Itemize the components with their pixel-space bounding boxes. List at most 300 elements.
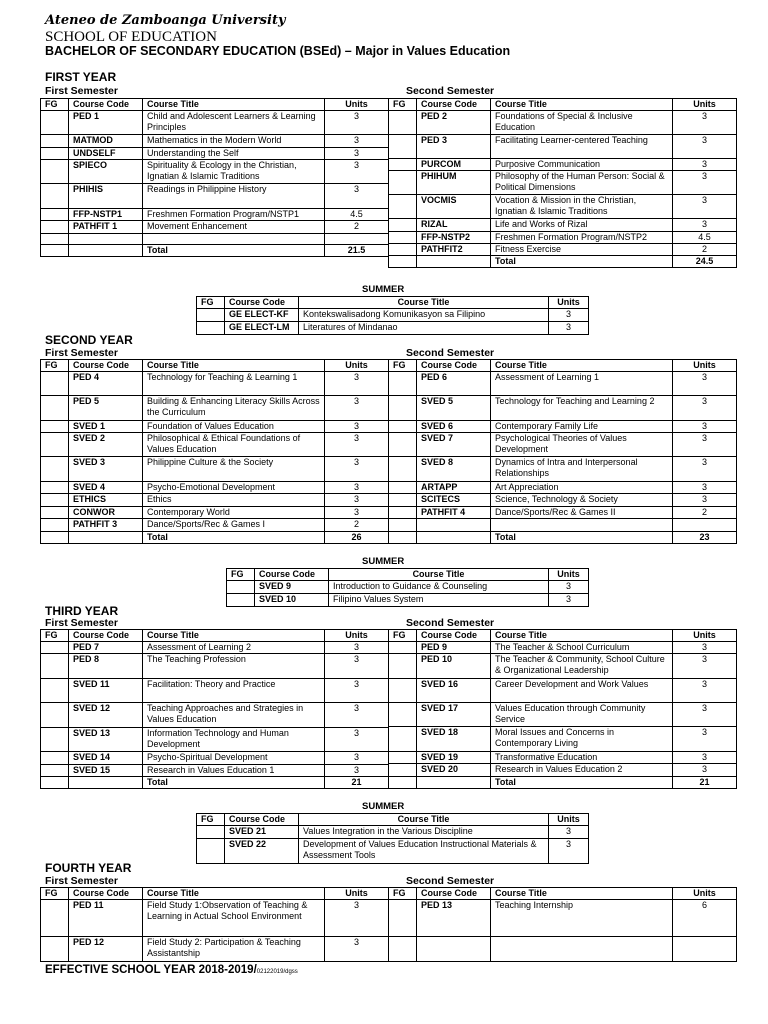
- course-title: [491, 519, 673, 532]
- fg-cell: [389, 232, 417, 244]
- table-row: [389, 494, 737, 507]
- first-semester-table: [40, 887, 389, 962]
- column-header-code: Course Code: [417, 630, 491, 642]
- total-units: 26: [325, 532, 389, 544]
- course-units: 3: [549, 309, 589, 322]
- course-units: 3: [325, 752, 389, 765]
- fg-cell: [41, 532, 69, 544]
- table-row: [41, 519, 389, 532]
- summer-table: [196, 296, 589, 335]
- course-title: Field Study 2: Participation & Teaching Assistantship: [143, 937, 325, 962]
- column-header-units: Units: [673, 888, 737, 900]
- first-semester-table: [40, 629, 389, 789]
- course-code: PATHFIT2: [417, 244, 491, 256]
- fg-cell: [389, 433, 417, 457]
- course-code: GE ELECT-LM: [225, 322, 299, 335]
- course-code: FFP-NSTP2: [417, 232, 491, 244]
- course-units: 3: [325, 728, 389, 752]
- course-code: SVED 11: [69, 679, 143, 703]
- course-code: MATMOD: [69, 135, 143, 148]
- course-title: Psycho-Spiritual Development: [143, 752, 325, 765]
- course-code: SCITECS: [417, 494, 491, 507]
- table-row: [389, 703, 737, 727]
- column-header-code: Course Code: [255, 569, 329, 581]
- course-title: Facilitation: Theory and Practice: [143, 679, 325, 703]
- fg-cell: [389, 195, 417, 219]
- course-code: PED 3: [417, 135, 491, 159]
- column-header-code: Course Code: [417, 360, 491, 372]
- column-header-title: Course Title: [329, 569, 549, 581]
- column-header-code: Course Code: [225, 297, 299, 309]
- course-code: PATHFIT 1: [69, 221, 143, 234]
- table-header-row: [41, 99, 389, 111]
- table-row: [41, 148, 389, 160]
- fg-cell: [389, 494, 417, 507]
- second-semester-table: [388, 887, 737, 962]
- fg-cell: [389, 654, 417, 679]
- table-row: [227, 581, 589, 594]
- fg-cell: [41, 654, 69, 679]
- course-units: 3: [325, 433, 389, 457]
- course-code: SVED 20: [417, 764, 491, 777]
- table-row: [41, 494, 389, 507]
- table-header-row: [389, 99, 737, 111]
- table-header-row: [227, 569, 589, 581]
- table-row: [41, 135, 389, 148]
- column-header-units: Units: [673, 630, 737, 642]
- course-code: PED 2: [417, 111, 491, 135]
- course-units: 3: [325, 160, 389, 184]
- course-title: Assessment of Learning 2: [143, 642, 325, 654]
- fg-cell: [41, 507, 69, 519]
- column-header-fg: FG: [41, 99, 69, 111]
- course-title: Contemporary Family Life: [491, 421, 673, 433]
- table-header-row: [41, 630, 389, 642]
- course-title: Development of Values Education Instructional Materials & Assessment Tools: [299, 839, 549, 864]
- second-semester-table: [388, 98, 737, 268]
- course-title: Technology for Teaching and Learning 2: [491, 396, 673, 421]
- total-units: 21: [673, 777, 737, 789]
- table-row: [389, 135, 737, 159]
- course-code: [417, 532, 491, 544]
- course-code: SVED 13: [69, 728, 143, 752]
- course-units: 2: [673, 244, 737, 256]
- table-row: [41, 777, 389, 789]
- course-title: Moral Issues and Concerns in Contemporary Living: [491, 727, 673, 752]
- course-title: Ethics: [143, 494, 325, 507]
- fg-cell: [389, 244, 417, 256]
- fg-cell: [389, 937, 417, 962]
- course-units: 3: [325, 679, 389, 703]
- school-name: SCHOOL OF EDUCATION: [45, 29, 217, 45]
- course-title: Readings in Philippine History: [143, 184, 325, 209]
- course-title: Philosophical & Ethical Foundations of Values Education: [143, 433, 325, 457]
- fg-cell: [41, 135, 69, 148]
- course-code: SVED 6: [417, 421, 491, 433]
- total-units: 23: [673, 532, 737, 544]
- course-code: SVED 22: [225, 839, 299, 864]
- table-row: [41, 703, 389, 728]
- total-label: Total: [143, 245, 325, 257]
- course-title: Filipino Values System: [329, 594, 549, 607]
- fg-cell: [41, 752, 69, 765]
- course-title: Technology for Teaching & Learning 1: [143, 372, 325, 396]
- table-header-row: [41, 360, 389, 372]
- course-title: Child and Adolescent Learners & Learning Principles: [143, 111, 325, 135]
- table-row: [41, 482, 389, 494]
- course-code: [69, 245, 143, 257]
- table-row: [389, 654, 737, 679]
- column-header-title: Course Title: [143, 360, 325, 372]
- course-title: Facilitating Learner-centered Teaching: [491, 135, 673, 159]
- column-header-code: Course Code: [69, 360, 143, 372]
- course-units: 3: [325, 184, 389, 209]
- course-units: 3: [325, 765, 389, 777]
- table-row: [389, 219, 737, 232]
- column-header-code: Course Code: [69, 888, 143, 900]
- course-code: SVED 7: [417, 433, 491, 457]
- course-title: The Teacher & Community, School Culture & Organizational Leadership: [491, 654, 673, 679]
- course-title: Career Development and Work Values: [491, 679, 673, 703]
- table-row: [389, 457, 737, 482]
- fg-cell: [389, 703, 417, 727]
- table-row: [389, 232, 737, 244]
- fg-cell: [41, 372, 69, 396]
- course-units: 3: [325, 135, 389, 148]
- fg-cell: [389, 159, 417, 171]
- course-title: Foundation of Values Education: [143, 421, 325, 433]
- course-units: 3: [549, 826, 589, 839]
- course-units: 3: [673, 457, 737, 482]
- fg-cell: [389, 219, 417, 232]
- course-units: 3: [673, 679, 737, 703]
- fg-cell: [41, 679, 69, 703]
- fg-cell: [389, 482, 417, 494]
- column-header-title: Course Title: [491, 630, 673, 642]
- fg-cell: [389, 256, 417, 268]
- course-title: Kontekswalisadong Komunikasyon sa Filipino: [299, 309, 549, 322]
- course-code: FFP-NSTP1: [69, 209, 143, 221]
- course-units: 3: [549, 839, 589, 864]
- table-row: [41, 184, 389, 209]
- table-row: [389, 727, 737, 752]
- course-title: Teaching Approaches and Strategies in Values Education: [143, 703, 325, 728]
- fg-cell: [389, 507, 417, 519]
- column-header-units: Units: [325, 99, 389, 111]
- course-code: PATHFIT 4: [417, 507, 491, 519]
- table-row: [41, 532, 389, 544]
- table-row: [389, 482, 737, 494]
- table-row: [41, 642, 389, 654]
- course-code: SVED 19: [417, 752, 491, 764]
- course-units: 3: [325, 900, 389, 937]
- fg-cell: [227, 594, 255, 607]
- course-title: Understanding the Self: [143, 148, 325, 160]
- course-units: 3: [325, 703, 389, 728]
- course-code: [417, 777, 491, 789]
- summer-heading: SUMMER: [362, 556, 405, 567]
- table-row: [227, 594, 589, 607]
- course-code: [417, 256, 491, 268]
- table-row: [389, 421, 737, 433]
- fg-cell: [41, 234, 69, 245]
- column-header-title: Course Title: [299, 814, 549, 826]
- course-units: 3: [549, 581, 589, 594]
- column-header-units: Units: [549, 297, 589, 309]
- course-title: Life and Works of Rizal: [491, 219, 673, 232]
- fg-cell: [41, 937, 69, 962]
- course-title: The Teacher & School Curriculum: [491, 642, 673, 654]
- course-title: Philippine Culture & the Society: [143, 457, 325, 482]
- table-row: [197, 839, 589, 864]
- column-header-units: Units: [549, 814, 589, 826]
- table-row: [389, 937, 737, 962]
- course-code: SVED 21: [225, 826, 299, 839]
- fg-cell: [41, 245, 69, 257]
- course-title: Dance/Sports/Rec & Games II: [491, 507, 673, 519]
- fg-cell: [389, 777, 417, 789]
- column-header-code: Course Code: [417, 888, 491, 900]
- course-units: 3: [673, 219, 737, 232]
- column-header-code: Course Code: [225, 814, 299, 826]
- table-header-row: [389, 630, 737, 642]
- summer-heading: SUMMER: [362, 801, 405, 812]
- course-title: Research in Values Education 2: [491, 764, 673, 777]
- course-units: 2: [325, 221, 389, 234]
- total-units: 24.5: [673, 256, 737, 268]
- course-title: Purposive Communication: [491, 159, 673, 171]
- course-units: 2: [673, 507, 737, 519]
- course-units: 3: [673, 482, 737, 494]
- course-title: Dance/Sports/Rec & Games I: [143, 519, 325, 532]
- table-row: [41, 111, 389, 135]
- fg-cell: [389, 642, 417, 654]
- table-row: [389, 159, 737, 171]
- total-label: Total: [143, 777, 325, 789]
- fg-cell: [41, 765, 69, 777]
- table-row: [41, 209, 389, 221]
- fg-cell: [41, 433, 69, 457]
- course-code: PED 11: [69, 900, 143, 937]
- year-heading: FIRST YEAR: [45, 70, 117, 84]
- year-heading: FOURTH YEAR: [45, 861, 132, 875]
- course-units: 3: [325, 396, 389, 421]
- table-row: [41, 457, 389, 482]
- course-units: 3: [325, 482, 389, 494]
- summer-table: [226, 568, 589, 607]
- table-row: [41, 433, 389, 457]
- fg-cell: [41, 900, 69, 937]
- first-semester-heading: First Semester: [45, 875, 118, 887]
- course-title: Assessment of Learning 1: [491, 372, 673, 396]
- column-header-fg: FG: [41, 630, 69, 642]
- course-code: PED 1: [69, 111, 143, 135]
- column-header-title: Course Title: [491, 360, 673, 372]
- fg-cell: [389, 135, 417, 159]
- table-row: [41, 937, 389, 962]
- table-row: [389, 642, 737, 654]
- course-units: 3: [673, 654, 737, 679]
- fg-cell: [41, 457, 69, 482]
- course-code: PED 4: [69, 372, 143, 396]
- first-semester-table: [40, 359, 389, 544]
- course-title: Teaching Internship: [491, 900, 673, 937]
- table-row: [41, 507, 389, 519]
- course-units: 3: [325, 654, 389, 679]
- course-units: 3: [673, 111, 737, 135]
- course-title: Values Education through Community Service: [491, 703, 673, 727]
- course-units: 3: [325, 642, 389, 654]
- table-row: [389, 195, 737, 219]
- column-header-code: Course Code: [417, 99, 491, 111]
- second-semester-heading: Second Semester: [406, 617, 495, 629]
- course-code: PHIHUM: [417, 171, 491, 195]
- fg-cell: [41, 703, 69, 728]
- course-units: 3: [549, 322, 589, 335]
- course-title: Dynamics of Intra and Interpersonal Relationships: [491, 457, 673, 482]
- course-title: Spirituality & Ecology in the Christian, Ignatian & Islamic Traditions: [143, 160, 325, 184]
- column-header-units: Units: [673, 360, 737, 372]
- summer-heading: SUMMER: [362, 284, 405, 295]
- total-label: Total: [491, 256, 673, 268]
- table-row: [41, 679, 389, 703]
- table-row: [389, 372, 737, 396]
- course-code: SVED 12: [69, 703, 143, 728]
- total-label: Total: [491, 777, 673, 789]
- course-units: 3: [673, 433, 737, 457]
- course-units: 3: [673, 752, 737, 764]
- column-header-units: Units: [325, 888, 389, 900]
- course-title: Freshmen Formation Program/NSTP1: [143, 209, 325, 221]
- course-code: ARTAPP: [417, 482, 491, 494]
- table-row: [41, 221, 389, 234]
- course-code: GE ELECT-KF: [225, 309, 299, 322]
- effective-year-text: EFFECTIVE SCHOOL YEAR 2018-2019/: [45, 964, 257, 976]
- course-title: [143, 234, 325, 245]
- course-title: Science, Technology & Society: [491, 494, 673, 507]
- column-header-units: Units: [673, 99, 737, 111]
- university-name: Ateneo de Zamboanga University: [45, 13, 286, 28]
- table-row: [41, 654, 389, 679]
- course-units: 6: [673, 900, 737, 937]
- course-title: Contemporary World: [143, 507, 325, 519]
- document-reference: 02122019/dgss: [256, 969, 298, 975]
- program-title: BACHELOR OF SECONDARY EDUCATION (BSEd) – Major in Values Education: [45, 44, 511, 58]
- fg-cell: [41, 728, 69, 752]
- course-code: [69, 532, 143, 544]
- course-code: VOCMIS: [417, 195, 491, 219]
- second-semester-heading: Second Semester: [406, 875, 495, 887]
- fg-cell: [389, 372, 417, 396]
- table-header-row: [41, 888, 389, 900]
- first-semester-heading: First Semester: [45, 617, 118, 629]
- course-code: [69, 777, 143, 789]
- column-header-title: Course Title: [143, 99, 325, 111]
- table-row: [389, 532, 737, 544]
- course-code: PHIHIS: [69, 184, 143, 209]
- course-code: PED 13: [417, 900, 491, 937]
- fg-cell: [197, 322, 225, 335]
- course-title: Transformative Education: [491, 752, 673, 764]
- column-header-title: Course Title: [299, 297, 549, 309]
- total-units: 21.5: [325, 245, 389, 257]
- column-header-title: Course Title: [491, 99, 673, 111]
- course-code: SVED 9: [255, 581, 329, 594]
- fg-cell: [197, 309, 225, 322]
- course-code: SVED 18: [417, 727, 491, 752]
- course-units: [673, 519, 737, 532]
- table-row: [389, 256, 737, 268]
- course-title: Foundations of Special & Inclusive Education: [491, 111, 673, 135]
- column-header-title: Course Title: [143, 888, 325, 900]
- course-title: Freshmen Formation Program/NSTP2: [491, 232, 673, 244]
- table-row: [389, 396, 737, 421]
- column-header-fg: FG: [389, 360, 417, 372]
- second-semester-heading: Second Semester: [406, 85, 495, 97]
- course-code: PATHFIT 3: [69, 519, 143, 532]
- course-title: Literatures of Mindanao: [299, 322, 549, 335]
- table-row: [197, 322, 589, 335]
- fg-cell: [41, 777, 69, 789]
- course-title: Fitness Exercise: [491, 244, 673, 256]
- table-row: [41, 421, 389, 433]
- course-code: [69, 234, 143, 245]
- course-units: 3: [325, 494, 389, 507]
- course-units: 3: [673, 421, 737, 433]
- column-header-fg: FG: [41, 360, 69, 372]
- table-row: [389, 111, 737, 135]
- course-code: [417, 519, 491, 532]
- column-header-title: Course Title: [143, 630, 325, 642]
- course-units: 3: [673, 703, 737, 727]
- course-code: SVED 15: [69, 765, 143, 777]
- course-title: Building & Enhancing Literacy Skills Across the Curriculum: [143, 396, 325, 421]
- fg-cell: [41, 642, 69, 654]
- year-heading: THIRD YEAR: [45, 604, 119, 618]
- course-units: 3: [673, 135, 737, 159]
- course-units: [325, 234, 389, 245]
- fg-cell: [389, 457, 417, 482]
- summer-table: [196, 813, 589, 864]
- fg-cell: [41, 209, 69, 221]
- course-code: CONWOR: [69, 507, 143, 519]
- course-units: 3: [549, 594, 589, 607]
- course-code: PED 5: [69, 396, 143, 421]
- fg-cell: [197, 826, 225, 839]
- course-units: 4.5: [673, 232, 737, 244]
- column-header-units: Units: [325, 630, 389, 642]
- course-code: RIZAL: [417, 219, 491, 232]
- course-title: Psycho-Emotional Development: [143, 482, 325, 494]
- table-row: [389, 507, 737, 519]
- fg-cell: [41, 482, 69, 494]
- total-label: Total: [491, 532, 673, 544]
- course-title: The Teaching Profession: [143, 654, 325, 679]
- course-title: Research in Values Education 1: [143, 765, 325, 777]
- course-title: Mathematics in the Modern World: [143, 135, 325, 148]
- course-units: 3: [325, 372, 389, 396]
- course-units: 3: [673, 195, 737, 219]
- course-title: Field Study 1:Observation of Teaching & Learning in Actual School Environment: [143, 900, 325, 937]
- course-title: Vocation & Mission in the Christian, Ignatian & Islamic Traditions: [491, 195, 673, 219]
- course-code: ETHICS: [69, 494, 143, 507]
- course-units: 3: [673, 494, 737, 507]
- second-semester-table: [388, 359, 737, 544]
- fg-cell: [197, 839, 225, 864]
- column-header-fg: FG: [197, 297, 225, 309]
- table-row: [389, 433, 737, 457]
- column-header-title: Course Title: [491, 888, 673, 900]
